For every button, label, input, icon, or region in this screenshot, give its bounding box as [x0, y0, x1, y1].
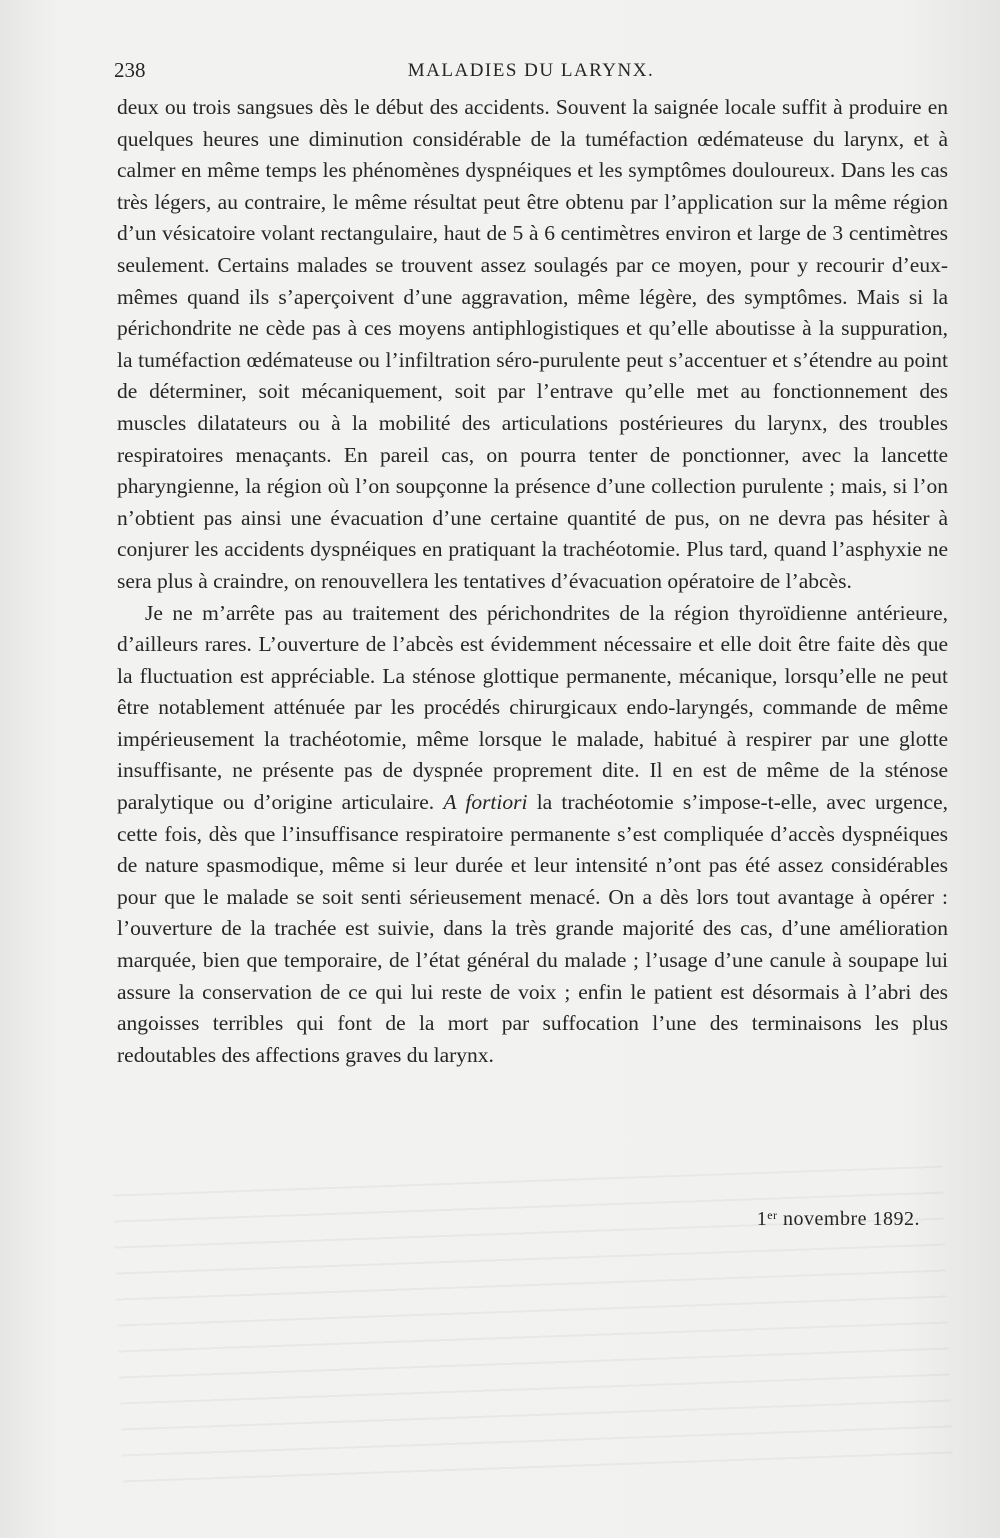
italic-phrase: A fortiori [443, 790, 528, 815]
paragraph-2-part-2: la trachéotomie s’impose-t-elle, avec urgence, cette fois, dès que l’insuffisance respiratoire permanente s’est compliquée d’accès dyspnéiques de nature spasmodique, même si leur durée et leur intensité n’ont pas été assez considérables pour que le malade se soit senti sérieusement menacé. On a dès lors tout avantage à opérer : l’ouverture de la trachée est suivie, dans la très grande majorité des cas, d’une amélioration marquée, bien que temporaire, de l’état général du malade ; l’usage d’une canule à soupape lui assure la conservation de ce qui lui reste de voix ; enfin le patient est désormais à l’abri des angoisses terribles qui font de la mort par suffocation l’une des terminaisons les plus redoutables des affections graves du larynx. [117, 790, 949, 1067]
page-number: 238 [114, 58, 146, 82]
paragraph-1: deux ou trois sangsues dès le début des accidents. Souvent la saignée locale suffit à produire en quelques heures une diminution considérable de la tuméfaction œdémateuse du larynx, et à calmer en même temps les phénomènes dyspnéiques et les symptômes douloureux. Dans les cas très légers, au contraire, le même résultat peut être obtenu par l’application sur la même région d’un vésicatoire volant rectangulaire, haut de 5 à 6 centimètres environ et large de 3 centimètres seulement. Certains malades se trouvent assez soulagés par ce moyen, pour y recourir d’eux-mêmes quand ils s’aperçoivent d’une aggravation, même légère, des symptômes. Mais si la périchondrite ne cède pas à ces moyens antiphlogistiques et qu’elle aboutisse à la suppuration, la tuméfaction œdémateuse ou l’infiltration séro-purulente peut s’accentuer et s’étendre au point de déterminer, soit mécaniquement, soit par l’entrave qu’elle met au fonctionnement des muscles dilatateurs ou à la mobilité des articulations postérieures du larynx, des troubles respiratoires menaçants. En pareil cas, on pourra tenter de ponctionner, avec la lancette pharyngienne, la région où l’on soupçonne la présence d’une collection purulente ; mais, si l’on n’obtient pas ainsi une évacuation d’une certaine quantité de pus, on ne devra pas hésiter à conjurer les accidents dyspnéiques en pratiquant la trachéotomie. Plus tard, quand l’asphyxie ne sera plus à craindre, on renouvellera les tentatives d’évacuation opératoire de l’abcès. [117, 95, 948, 593]
paragraph-2-part-1: Je ne m’arrête pas au traitement des périchondrites de la région thyroïdienne antérieure, d’ailleurs rares. L’ouverture de l’abcès est évidemment nécessaire et elle doit être faite dès que la fluctuation est appréciable. La sténose glottique permanente, mécanique, lorsqu’elle ne peut être notablement atténuée par les procédés chirurgicaux endo-laryngés, commande de même impérieusement la trachéotomie, même lorsque le malade, habitué à respirer par une glotte insuffisante, ne présente pas de dyspnée proprement dite. Il en est de même de la sténose paralytique ou d’origine articulaire. [117, 600, 948, 815]
date-rest: novembre 1892. [783, 1208, 920, 1230]
date-superscript: er [767, 1208, 778, 1222]
page-header [114, 58, 948, 88]
body-text [117, 92, 948, 1071]
paragraph-2 [117, 598, 948, 1072]
date-day: 1 [756, 1208, 768, 1230]
running-head: MALADIES DU LARYNX. [407, 60, 655, 81]
date-signature [700, 1208, 920, 1231]
